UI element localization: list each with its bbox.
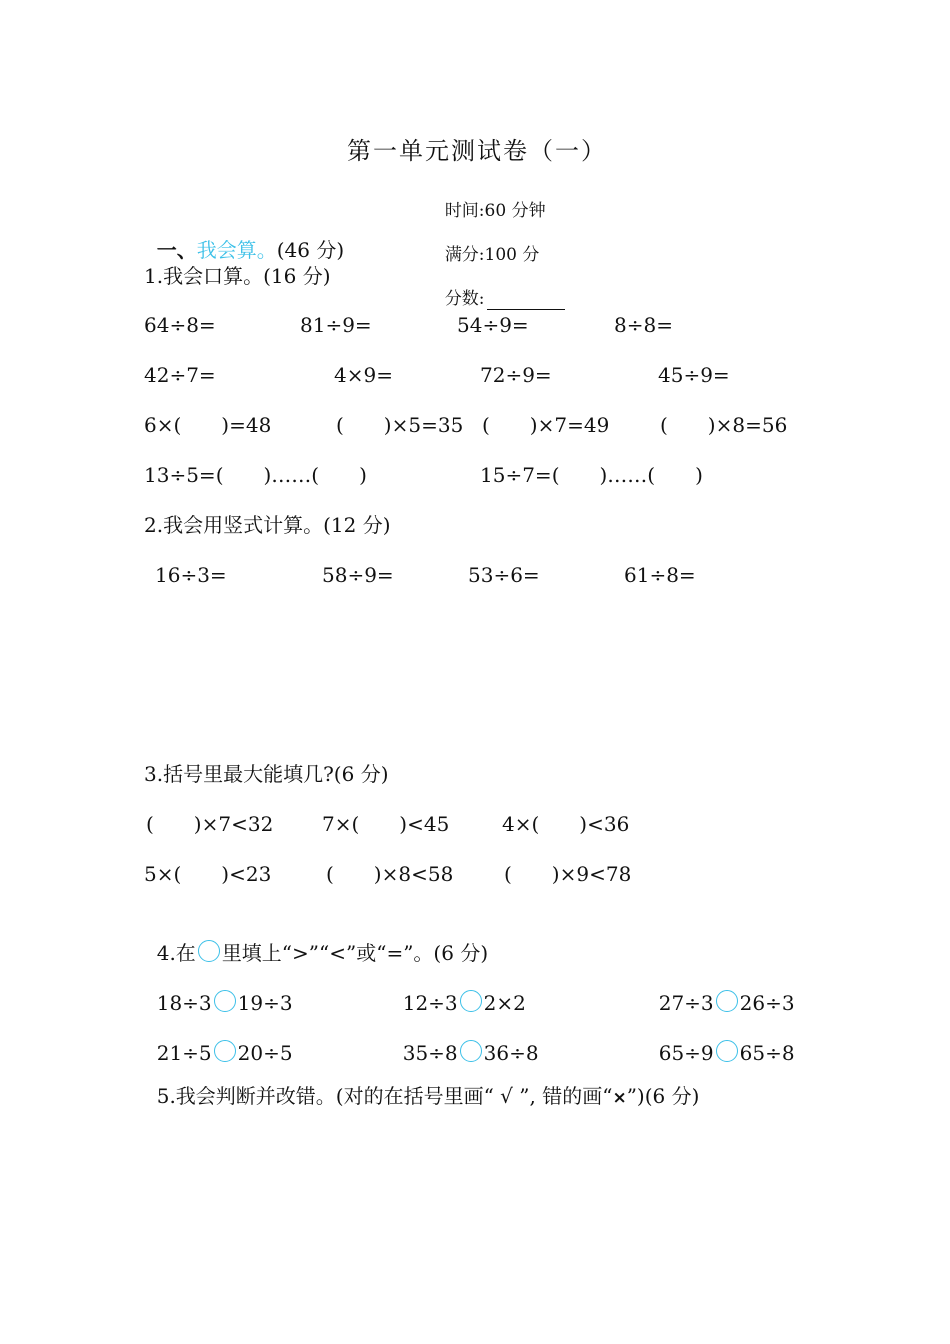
compare-item <box>646 1016 795 1065</box>
q3-item: 7×( )<45 <box>322 812 450 836</box>
q3-item: 4×( )<36 <box>502 812 630 836</box>
compare-right: 65÷8 <box>739 1041 795 1065</box>
circle-icon <box>198 940 220 962</box>
compare-item <box>144 1016 293 1065</box>
time-limit: 时间:60 分钟 <box>444 201 546 221</box>
compare-circle[interactable] <box>460 990 482 1012</box>
q1-item: ( )×8=56 <box>660 413 788 437</box>
exam-meta <box>434 178 565 310</box>
compare-item <box>646 966 795 1015</box>
compare-item <box>390 1016 539 1065</box>
section-number: 一、 <box>156 238 197 262</box>
q2-heading: 2.我会用竖式计算。(12 分) <box>144 513 391 537</box>
compare-left: 27÷3 <box>658 991 714 1015</box>
compare-circle[interactable] <box>716 1040 738 1062</box>
compare-right: 26÷3 <box>739 991 795 1015</box>
compare-left: 12÷3 <box>402 991 458 1015</box>
q1-item: 15÷7=( )……( ) <box>480 463 703 487</box>
compare-right: 2×2 <box>483 991 526 1015</box>
compare-circle[interactable] <box>214 990 236 1012</box>
q3-item: ( )×9<78 <box>504 862 632 886</box>
q1-heading: 1.我会口算。(16 分) <box>144 264 331 288</box>
q4-heading-end: 里填上“>”“<”或“=”。(6 分) <box>221 941 489 965</box>
q1-item: ( )×5=35 <box>336 413 464 437</box>
q3-heading: 3.括号里最大能填几?(6 分) <box>144 762 389 786</box>
cross-icon: × <box>612 1088 627 1108</box>
section-title: 我会算。 <box>196 238 277 262</box>
q2-item: 61÷8= <box>624 563 696 587</box>
section-points: (46 分) <box>276 238 345 262</box>
score-label: 分数: <box>444 289 485 309</box>
compare-left: 21÷5 <box>156 1041 212 1065</box>
compare-circle[interactable] <box>214 1040 236 1062</box>
q5-heading <box>144 1060 699 1110</box>
compare-circle[interactable] <box>716 990 738 1012</box>
q1-item: 13÷5=( )……( ) <box>144 463 367 487</box>
compare-circle[interactable] <box>460 1040 482 1062</box>
q5-heading-start: 5.我会判断并改错。(对的在括号里画“ √ ”, 错的画“ <box>156 1084 613 1108</box>
q1-item: 81÷9= <box>300 313 372 337</box>
compare-left: 35÷8 <box>402 1041 458 1065</box>
q1-item: 4×9= <box>334 363 393 387</box>
compare-left: 18÷3 <box>156 991 212 1015</box>
q1-item: 42÷7= <box>144 363 216 387</box>
q2-item: 58÷9= <box>322 563 394 587</box>
q4-heading-start: 4.在 <box>156 941 196 965</box>
q2-item: 16÷3= <box>155 563 227 587</box>
q5-heading-end: ”)(6 分) <box>626 1084 700 1108</box>
q4-heading <box>144 916 488 965</box>
q1-item: 8÷8= <box>614 313 673 337</box>
score-blank[interactable] <box>487 291 565 310</box>
q1-item: 6×( )=48 <box>144 413 272 437</box>
q2-item: 53÷6= <box>468 563 540 587</box>
section-heading <box>144 214 344 262</box>
full-score: 满分:100 分 <box>444 245 540 265</box>
compare-item <box>144 966 293 1015</box>
compare-right: 20÷5 <box>237 1041 293 1065</box>
q1-item: 45÷9= <box>658 363 730 387</box>
q1-item: 72÷9= <box>480 363 552 387</box>
q3-item: ( )×8<58 <box>326 862 454 886</box>
compare-left: 65÷9 <box>658 1041 714 1065</box>
compare-item <box>390 966 526 1015</box>
compare-right: 36÷8 <box>483 1041 539 1065</box>
page-title: 第一单元测试卷（一） <box>347 137 607 165</box>
q3-item: 5×( )<23 <box>144 862 272 886</box>
q1-item: ( )×7=49 <box>482 413 610 437</box>
compare-right: 19÷3 <box>237 991 293 1015</box>
q3-item: ( )×7<32 <box>146 812 274 836</box>
q1-item: 54÷9= <box>457 313 529 337</box>
q1-item: 64÷8= <box>144 313 216 337</box>
